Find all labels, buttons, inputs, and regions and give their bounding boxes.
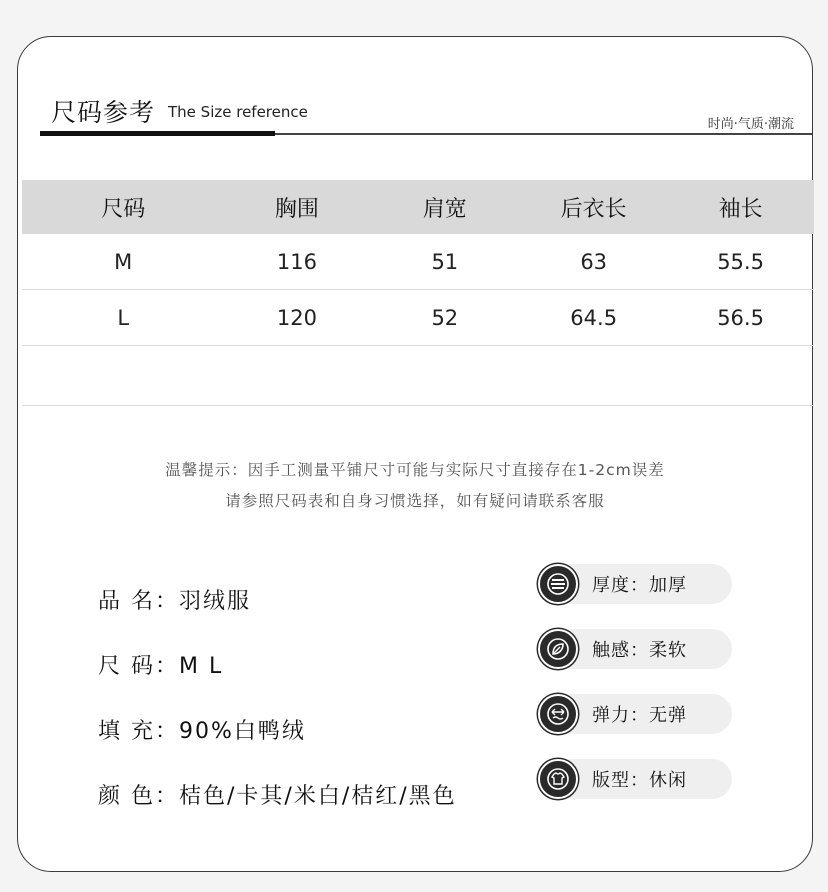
column-header-sleeve: 袖长 xyxy=(718,196,763,222)
cell-shoulder: 51 xyxy=(431,249,459,274)
layers-icon xyxy=(538,564,578,604)
cell-length: 63 xyxy=(580,249,608,274)
cell-size: M xyxy=(114,249,133,274)
badge-label: 弹力：无弹 xyxy=(592,705,687,726)
badge-feel xyxy=(538,627,734,671)
size-table xyxy=(22,180,814,346)
shirt-icon xyxy=(538,759,578,799)
table-header-row xyxy=(22,180,814,234)
table-bottom-divider xyxy=(22,405,814,406)
badge-elasticity xyxy=(538,692,734,736)
table-row xyxy=(22,234,814,290)
column-header-chest: 胸围 xyxy=(274,196,319,222)
measurement-notice xyxy=(18,455,812,517)
cell-shoulder: 52 xyxy=(431,305,459,330)
table-row xyxy=(22,290,814,346)
header xyxy=(18,37,812,147)
badge-label: 触感：柔软 xyxy=(592,640,687,661)
spec-filling: 填 充：90%白鸭绒 xyxy=(98,719,306,744)
stretch-icon xyxy=(538,694,578,734)
badge-label: 厚度：加厚 xyxy=(592,575,687,596)
column-header-shoulder: 肩宽 xyxy=(422,196,467,222)
tagline: 时尚·气质·潮流 xyxy=(707,117,794,132)
leaf-icon xyxy=(538,629,578,669)
badge-fit xyxy=(538,757,734,801)
page-subtitle: The Size reference xyxy=(168,103,308,121)
product-specs xyxy=(98,567,457,827)
cell-size: L xyxy=(117,305,130,330)
cell-sleeve: 55.5 xyxy=(717,249,764,274)
spec-colors: 颜 色：桔色/卡其/米白/桔红/黑色 xyxy=(98,784,457,809)
page-title: 尺码参考 xyxy=(51,98,156,127)
spec-sizes: 尺 码：M L xyxy=(98,654,224,679)
size-reference-card xyxy=(17,36,813,872)
spec-product-name: 品 名：羽绒服 xyxy=(98,589,251,614)
cell-chest: 116 xyxy=(276,249,317,274)
cell-length: 64.5 xyxy=(570,305,618,330)
cell-chest: 120 xyxy=(276,305,317,330)
badge-label: 版型：休闲 xyxy=(592,770,687,791)
notice-line-2: 请参照尺码表和自身习惯选择，如有疑问请联系客服 xyxy=(225,492,605,510)
notice-line-1: 温馨提示：因手工测量平铺尺寸可能与实际尺寸直接存在1-2cm误差 xyxy=(165,461,665,479)
header-accent-bar xyxy=(40,131,275,136)
column-header-length: 后衣长 xyxy=(560,196,627,222)
badge-thickness xyxy=(538,562,734,606)
column-header-size: 尺码 xyxy=(101,196,146,222)
feature-badges xyxy=(538,562,734,822)
cell-sleeve: 56.5 xyxy=(717,305,764,330)
